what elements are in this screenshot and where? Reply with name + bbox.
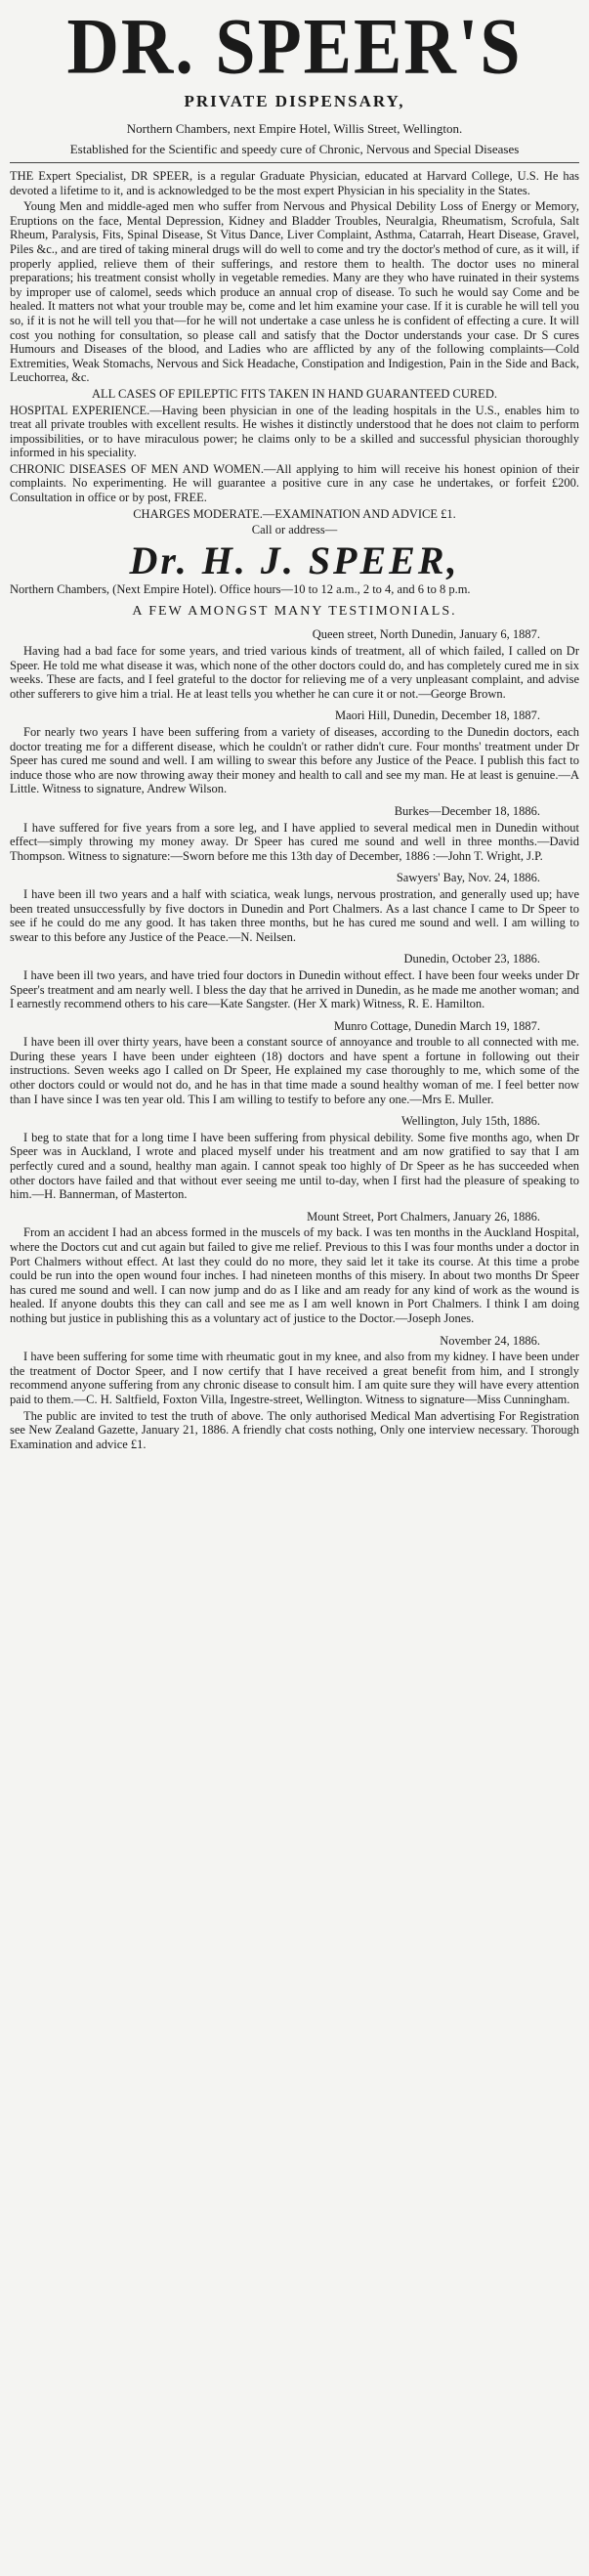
testimonial-place: Queen street, North Dunedin, January 6, 1887. <box>312 627 540 642</box>
footer-paragraph: The public are invited to test the truth of above. The only authorised Medical Man advertising For Registration see New Zealand Gazette, January 21, 1886. A friendly chat costs nothing, Only one interview necessary. Thorough Examination and advice £1. <box>10 1408 579 1451</box>
testimonial-place: Burkes—December 18, 1886. <box>394 803 540 818</box>
testimonial <box>10 1210 579 1326</box>
divider <box>10 162 579 163</box>
testimonial-place: November 24, 1886. <box>440 1333 540 1348</box>
advertisement <box>10 0 579 1451</box>
testimonial <box>10 871 579 944</box>
charges-line: CHARGES MODERATE.—EXAMINATION AND ADVICE £1. <box>133 506 456 521</box>
call-line: Call or address— <box>251 523 338 537</box>
testimonial-text: From an accident I had an abcess formed in the muscels of my back. I was ten months in the Auckland Hospital, where the Doctors cut and cut again but failed to give me relief. Previous to this I was four months under a doctor in Port Chalmers without effect. At last they could do no more, they said let it take its course. At this time a probe could be run into the open wound four inches. I had nineteen months of this misery. In about two months Dr Speer has cured me sound and well. I can now jump and do as I like and am ready for any kind of work as the wound is healed. If anyone doubts this they can call and see me as I am well known in Port Chalmers. I think I am doing nothing but justice in publishing this as a voluntary act of justice to the Doctor.—Joseph Jones. <box>10 1225 579 1325</box>
address-line-2: Established for the Scientific and speedy cure of Chronic, Nervous and Special Diseases <box>69 142 520 156</box>
testimonials-title: A FEW AMONGST MANY TESTIMONIALS. <box>132 604 457 620</box>
testimonial-text: I have been ill two years and a half with sciatica, weak lungs, nervous prostration, and generally used up; have been treated unsuccessfully by five doctors in Dunedin and Port Chalmers. As a last chance I came to Dr Speer to see if he could do me any good. It has taken three months, but he has cured me sound and well. I am willing to swear to this before any Justice of the Peace.—N. Neilsen. <box>10 886 579 944</box>
testimonial <box>10 804 579 863</box>
testimonial-text: For nearly two years I have been suffering from a variety of diseases, according to the Dunedin doctors, each doctor treating me for a different disease, which he couldn't or rather didn't cure. Four months' treatment under Dr Speer has cured me sound and well. I am willing to swear this before any Justice of the Peace. I publish this fact to induce those who are now throwing away their money and health to call and see my man. He at least is genuine.—A Little. Witness to signature, Andrew Wilson. <box>10 725 579 796</box>
testimonial-place: Munro Cottage, Dunedin March 19, 1887. <box>333 1018 540 1033</box>
testimonial-text: I have been suffering for some time with rheumatic gout in my knee, and also from my kidney. I have been under the treatment of Doctor Speer, and I now certify that I have received a great benefit from him, and I strongly recommend anyone suffering from any chronic disease to consult him. I am quite sure they will have every attention paid to them.—C. H. Saltfield, Foxton Villa, Ingestre-street, Wellington. Witness to signature—Miss Cunningham. <box>10 1350 579 1406</box>
testimonial-place: Sawyers' Bay, Nov. 24, 1886. <box>396 871 540 885</box>
testimonial-place: Mount Street, Port Chalmers, January 26, 1886. <box>307 1209 540 1224</box>
testimonial-text: I have been ill two years, and have tried four doctors in Dunedin without effect. I have been four weeks under Dr Speer's treatment and am nearly well. I bless the day that he arrived in Dunedin, as he made me another woman; and I earnestly recommend others to his care—Kate Sangster. (Her X mark) Witness, R. E. Hamilton. <box>10 967 579 1011</box>
doctor-name: Dr. H. J. SPEER, <box>129 537 460 582</box>
testimonial-text: I beg to state that for a long time I have been suffering from physical debility. Some five months ago, when Dr Speer was in Auckland, I wrote and placed myself under his treatment and am now gratified to say that I am perfectly cured and a sound, healthy man again. I cannot speak too highly of Dr Speer as he has succeeded when other doctors have failed and that without ever seeing me until to-day, when I first had the pleasure of speaking to him.—H. Bannerman, of Masterton. <box>10 1130 579 1202</box>
conditions-paragraph: Young Men and middle-aged men who suffer from Nervous and Physical Debility Loss of Energy or Memory, Eruptions on the face, Mental Depression, Kidney and Bladder Troubles, Neuralgia, Rheumatism, Scrofula, Salt Rheum, Paralysis, Fits, Spinal Disease, St Vitus Dance, Liver Complaint, Asthma, Catarrah, Heart Disease, Gravel, Piles &c., and are tired of taking mineral drugs will do well to come and try the doctor's method of cure, as it will, if properly applied, relieve them of their sufferings, and restore them to health. The doctor uses no mineral preparations; his treatment consist wholly in vegetable remedies. Many are they who have ruinated in their systems by improper use of calomel, seeds which produce an annual crop of disease. To such he would say Come and be healed. It matters not what your trouble may be, come and let him examine your case. If it is curable he will tell you so, if it is not he will tell you that—for he will not undertake a case unless he is confident of effecting a cure. It will cost you nothing for consultation, so please call and satisfy that the Doctor understands your case. Dr S cures Humours and Diseases of the blood, and Ladies who are afflicted by any of the following complaints—Cold Extremities, Weak Stomachs, Nervous and Sick Headache, Constipation and Indigestion, Pain in the Side and Back, Leuchorrea, &c. <box>10 199 579 385</box>
office-hours: Northern Chambers, (Next Empire Hotel). Office hours—10 to 12 a.m., 2 to 4, and 6 to 8 p.m. <box>10 581 471 596</box>
testimonial-place: Maori Hill, Dunedin, December 18, 1887. <box>334 708 540 723</box>
epilepsy-notice: ALL CASES OF EPILEPTIC FITS TAKEN IN HAND GUARANTEED CURED. <box>92 386 497 401</box>
testimonial <box>10 952 579 1010</box>
hospital-paragraph: HOSPITAL EXPERIENCE.—Having been physician in one of the leading hospitals in the U.S., enables him to treat all private troubles with excellent results. He wishes it distinctly understood that he does not claim to perform impossibilities, or to have miraculous power; he claims only to be a skilled and successful physician thoroughly informed in his speciality. <box>10 403 579 460</box>
testimonial <box>10 1114 579 1202</box>
chronic-paragraph: CHRONIC DISEASES OF MEN AND WOMEN.—All applying to him will receive his honest opinion of their complaints. No experimenting. He will guarantee a positive cure in any case he undertakes, or forfeit £200. Consultation in office or by post, FREE. <box>10 461 579 505</box>
testimonial-text: I have been ill over thirty years, have been a constant source of annoyance and trouble to all connected with me. During these years I have been under eighteen (18) doctors and have spent a fortune in following out their instructions. Seven weeks ago I called on Dr Speer, He explained my case thoroughly to me, which some of the other doctors could or would not do, and he has in that time made a sound healthy woman of me. I feel better now than I have since I was ten year old. This I am willing to testify to before any one.—Mrs E. Muller. <box>10 1035 579 1106</box>
testimonial-text: I have suffered for five years from a sore leg, and I have applied to several medical men in Dunedin without effect—simply throwing my money away. Dr Speer has cured me sound and well in three months.—David Thompson. Witness to signature:—Sworn before me this 13th day of December, 1886 :—John T. Wright, J.P. <box>10 820 579 863</box>
testimonial-place: Wellington, July 15th, 1886. <box>400 1114 540 1129</box>
intro-paragraph: THE Expert Specialist, DR SPEER, is a regular Graduate Physician, educated at Harvard College, U.S. He has devoted a lifetime to it, and is acknowledged to be the most expert Physician in his speciality in the States. <box>10 169 579 197</box>
page-title: DR. SPEER'S <box>66 2 523 92</box>
testimonial <box>10 627 579 701</box>
testimonial-place: Dunedin, October 23, 1886. <box>403 952 540 966</box>
address-line-1: Northern Chambers, next Empire Hotel, Willis Street, Wellington. <box>126 121 463 136</box>
testimonial-text: Having had a bad face for some years, and tried various kinds of treatment, all of which failed, I called on Dr Speer. He told me what disease it was, which none of the other doctors could do, and has completely cured me in six weeks. These are facts, and I feel grateful to the doctor for relieving me of a very unpleasant complaint, and advise other sufferers to give him a trial. He at least tells you whether he can cure it or not.—George Brown. <box>10 644 579 701</box>
subtitle: PRIVATE DISPENSARY, <box>184 92 405 110</box>
testimonial <box>10 1019 579 1107</box>
testimonial <box>10 1334 579 1407</box>
testimonial <box>10 708 579 796</box>
